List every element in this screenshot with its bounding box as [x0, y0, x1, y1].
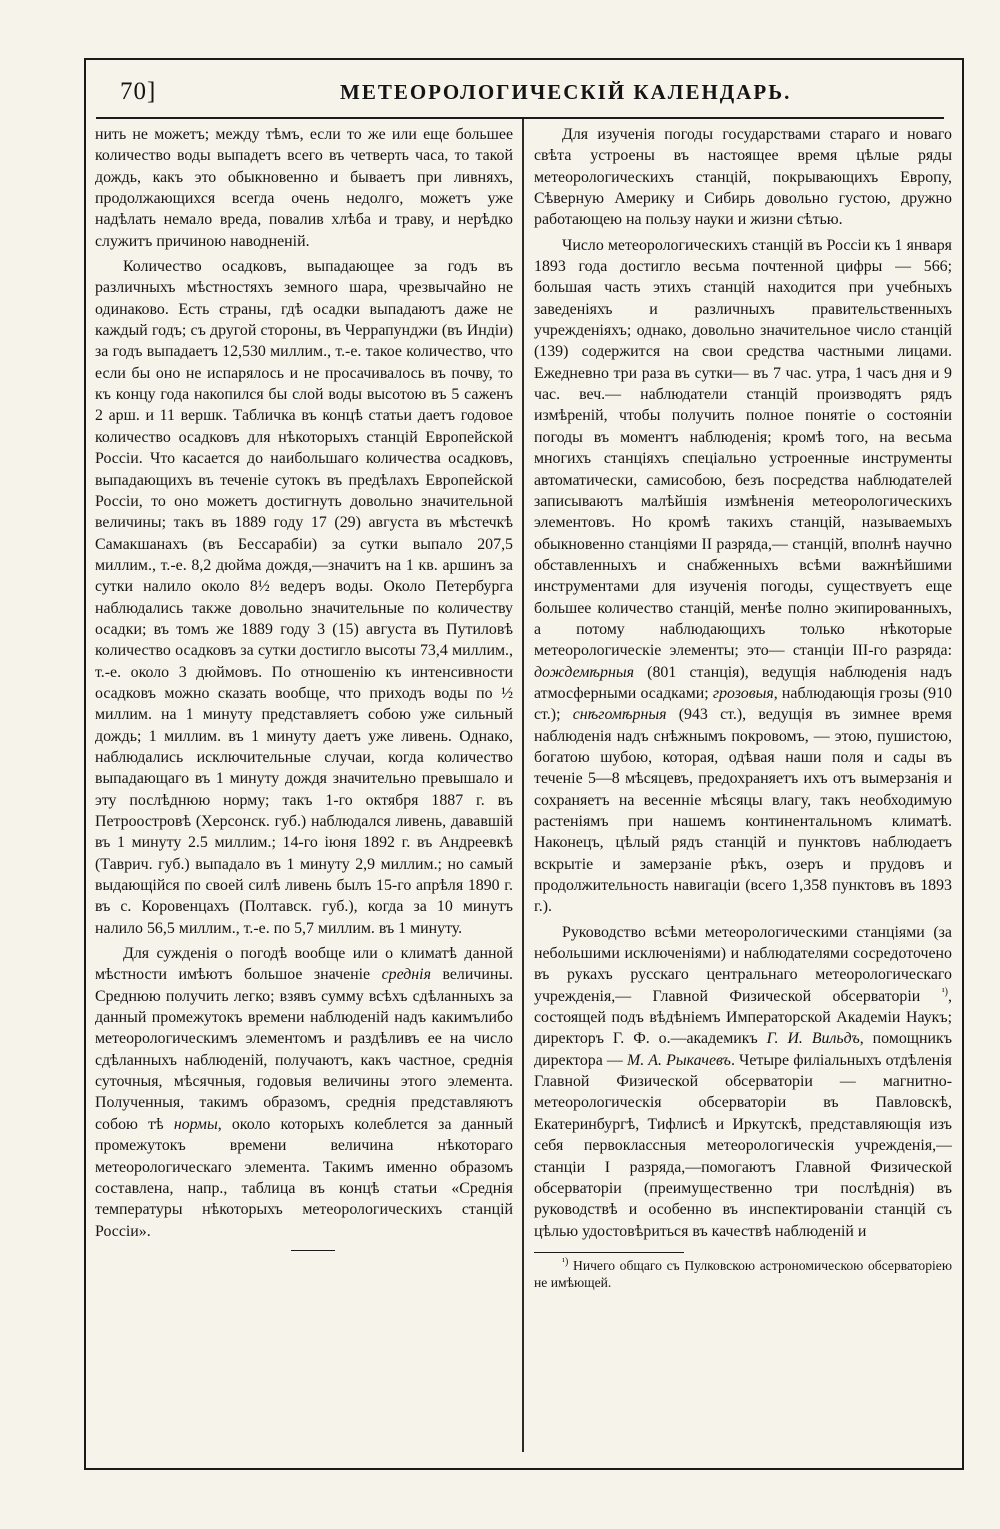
footnote-mark: ¹) — [562, 1256, 569, 1268]
page-title: МЕТЕОРОЛОГИЧЕСКІЙ КАЛЕНДАРЬ. — [340, 80, 792, 104]
right-column — [534, 124, 952, 1464]
emphasis: дождемѣрныя — [534, 663, 634, 681]
header-rule — [96, 117, 944, 119]
page-header — [120, 78, 950, 114]
column-divider — [522, 119, 524, 1452]
emphasis: снѣгомѣрныя — [572, 706, 667, 724]
paragraph: Для изученія погоды государствами стараго и новаго свѣта устроены въ настоящее время цѣлые ряды метеорологическихъ станцій, покрывающихъ Европу, Сѣверную Америку и Сибирь довольно густою, дружно работающею на пользу науки и жизни сѣтью. — [534, 126, 952, 229]
paragraph: Количество осадковъ, выпадающее за годъ въ различныхъ мѣстностяхъ земного шара, чрезвычайно не одинаково. Есть страны, гдѣ осадки выпадаютъ даже не каждый годъ; съ другой стороны, въ Черрапунджи (въ Индіи) за годъ выпадаетъ 12,530 миллим., т.-е. такое количество, что если бы оно не испарялось и не просачивалось въ почву, то къ концу года накопился бы слой воды высотою въ 5 саженъ 2 арш. и 11 вершк. Табличка въ концѣ статьи даетъ годовое количество осадковъ для нѣкоторыхъ станцій Европейской Россіи. Что касается до наибольшаго количества осадковъ, выпадающихъ въ теченіе сутокъ въ предѣлахъ Европейской Россіи, то оно можетъ достигнуть довольно значительной величины; такъ въ 1889 году 17 (29) августа въ мѣстечкѣ Самакшанахъ (въ Бессарабіи) за сутки выпало 207,5 миллим., т.-е. 8,2 дюйма дождя,—значитъ на 1 кв. аршинъ за сутки налило около 8½ ведеръ воды. Около Петербурга наблюдались также довольно значительные по количеству осадки; въ томъ же 1889 году 3 (15) августа въ Путиловѣ количество осадковъ за сутки достигло высоты 73,4 миллим., т.-е. около 3 дюймовъ. По отношенію къ интенсивности осадковъ можно сказать вообще, что приходъ воды по ½ миллим. на 1 минуту представляетъ собою уже сильный дождь; 1 миллим. въ 1 минуту даетъ уже ливень. Однако, наблюдались исключительные случаи, когда количество выпадающаго въ 1 минуту дождя значительно превышало и эту послѣднюю норму; такъ 1-го октября 1887 г. въ Петроостровѣ (Херсонск. губ.) наблюдался ливень, дававшій въ 1 минуту 2.5 миллим.; 14-го іюня 1892 г. въ Андреевкѣ (Таврич. губ.) выпадало въ 1 минуту 2,9 миллим.; но самый выдающійся по своей силѣ ливень былъ 15-го апрѣля 1890 г. въ с. Коровенцахъ (Полтавск. губ.), когда за 10 минутъ налило 56,5 миллим., т.-е. по 5,7 миллим. въ 1 минуту. — [95, 258, 513, 937]
footnote-ref[interactable]: ¹) — [941, 986, 949, 998]
emphasis: грозовыя — [712, 684, 774, 702]
emphasis: М. А. Рыкачевъ — [626, 1051, 731, 1069]
emphasis: Г. И. Вильдъ — [766, 1030, 860, 1048]
paragraph: Число метеорологическихъ станцій въ Россіи къ 1 января 1893 года достигло весьма почтенной цифры — 566; большая часть этихъ станцій находится при учебныхъ заведеніяхъ и различныхъ правительственныхъ учрежденіяхъ; однако, довольно значительное число станцій (139) содержится на свои средства частными лицами. Ежедневно три раза въ сутки— въ 7 час. утра, 1 часъ дня и 9 час. веч.— наблюдатели станцій производятъ рядъ измѣреній, чтобы получить полное понятіе о состояніи погоды въ моментъ наблюденія; кромѣ того, на весьма многихъ станціяхъ спеціально устроенные инструменты автоматически, самисобою, безъ посредства наблюдателей записываютъ малѣйшія измѣненія метеорологическихъ элементовъ. Но кромѣ такихъ станцій, называемыхъ обыкновенно станціями II разряда,— станцій, вполнѣ научно обставленныхъ и снабженныхъ всѣми важнѣйшими инструментами для изученія погоды, существуетъ еще большее количество станцій, менѣе полно экипированныхъ, а потому наблюдающихъ только нѣкоторые метеорологическіе элементы; это— станціи III-го разряда: дождемѣрныя (801 станція), ведущія наблюденія надъ атмосферными осадками; грозовыя, наблюдающія грозы (910 ст.); снѣгомѣрныя (943 ст.), ведущія въ зимнее время наблюденія надъ снѣжнымъ покровомъ, — этою, пушистою, богатою шубою, которая, одѣвая наши поля и сады въ теченіе 5—8 мѣсяцевъ, предохраняетъ ихъ отъ вымерзанія и сохраняетъ на весенніе мѣсяцы влагу, такъ необходимую растеніямъ при нашемъ континентальномъ климатѣ. Наконецъ, цѣлый рядъ станцій и пунктовъ наблюдаетъ вскрытіе и замерзаніе рѣкъ, озеръ и прудовъ и продолжительность навигаціи (всего 1,358 пунктовъ въ 1893 г.). — [534, 236, 952, 916]
footnote-rule — [534, 1252, 684, 1254]
paragraph: Для сужденія о погодѣ вообще или о климатѣ данной мѣстности имѣютъ большое значеніе среднія величины. Среднюю получить легко; взявъ сумму всѣхъ сдѣланныхъ за данный промежутокъ времени наблюденій надъ какимълибо метеорологическимъ элементомъ и раздѣливъ ее на число сдѣланныхъ наблюденій, получаютъ, какъ частное, среднія суточныя, мѣсячныя, годовыя величины этого элемента. Полученныя, такимъ образомъ, среднія представляютъ собою тѣ нормы, около которыхъ колеблется за данный промежутокъ времени величина нѣкотораго метеорологическаго элемента. Такимъ именно образомъ составлена, напр., таблица въ концѣ статьи «Среднія температуры нѣкоторыхъ метеорологическихъ станцій Россіи». — [95, 945, 513, 1240]
footnote: $^{^1)}$ Ничего общаго съ Пулковскою астрономическою обсерваторіею не имѣющей. — [534, 1256, 952, 1291]
paragraph: Руководство всѣми метеорологическими станціями (за небольшими исключеніями) и наблюдателями сосредоточено въ рукахъ русскаго центральнаго метеорологическаго учрежденія,— Главной Физической обсерваторіи $^{^1)}$, состоящей подъ вѣдѣніемъ Императорской Академіи Наукъ; директоръ Г. Ф. о.—академикъ Г. И. Вильдъ, помощникъ директора — М. А. Рыкачевъ. Четыре филіальныхъ отдѣленія Главной Физической обсерваторіи — магнитно-метеорологическія обсерваторіи въ Павловскѣ, Екатеринбургѣ, Тифлисѣ и Иркутскѣ, представляющія изъ себя первоклассныя метеорологическія учрежденія,—станціи I разряда,—помогаютъ Главной Физической обсерваторіи (преимущественно три послѣднія) въ руководствѣ и особенно въ инспектированіи станцій съ цѣлью удостовѣриться въ качествѣ наблюденій и — [534, 923, 952, 1240]
section-end-rule — [291, 1250, 335, 1252]
emphasis: нормы — [173, 1115, 218, 1133]
left-column — [95, 124, 513, 1464]
paragraph: нить не можетъ; между тѣмъ, если то же или еще большее количество воды выпадетъ всего въ четверть часа, то такой дождь, какъ это обыкновенно и бываетъ при ливняхъ, продолжающихся всегда очень недолго, можетъ уже надѣлать немало вреда, повалив хлѣба и траву, и нерѣдко служитъ причиною наводненій. — [95, 126, 513, 250]
page-number: 70] — [120, 78, 157, 105]
emphasis: среднія — [381, 966, 431, 984]
